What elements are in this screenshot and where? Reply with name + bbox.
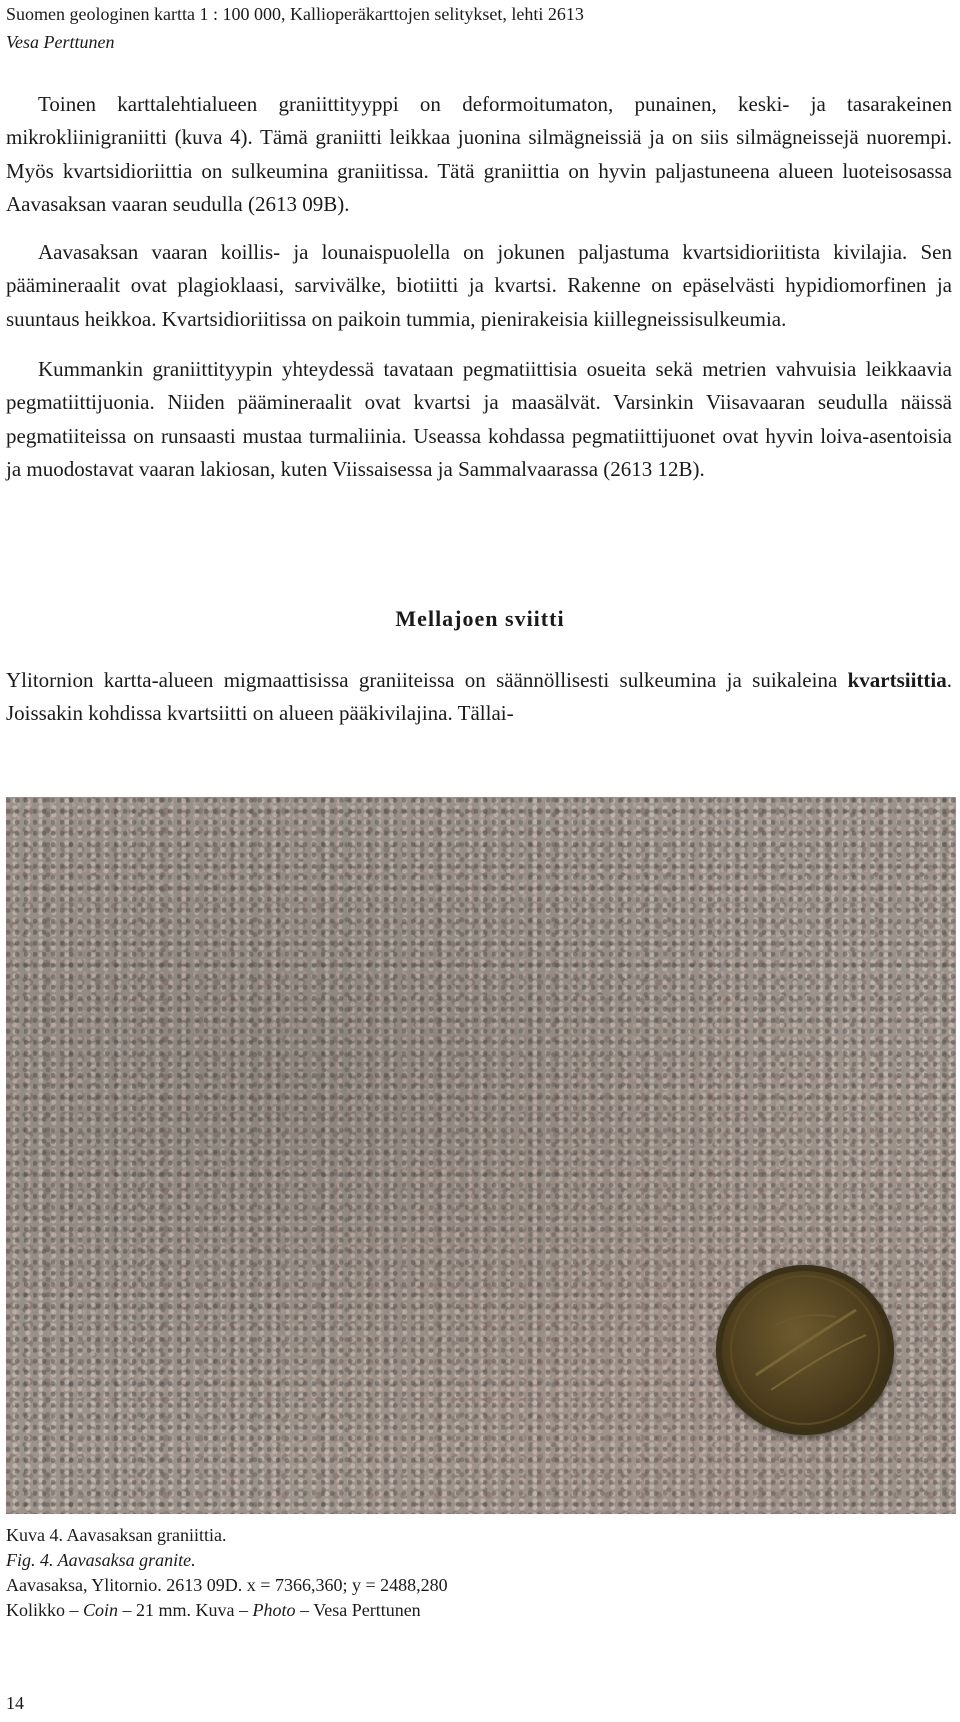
section-heading: Mellajoen sviitti — [395, 606, 565, 631]
caption-finnish: Kuva 4. Aavasaksan graniittia. — [6, 1525, 227, 1545]
page-number: 14 — [6, 1693, 24, 1713]
paragraph-quartzite-start: Ylitornion kartta-alueen migmaattisissa graniiteissa on säännöllisesti sulkeumina ja suikaleina — [6, 668, 848, 692]
paragraph-quartzite — [6, 664, 952, 731]
paragraph-quartzite-end: . Joissakin kohdissa kvartsiitti on alueen pääkivilajina. Tällai- — [6, 668, 952, 726]
caption-location: Aavasaksa, Ylitornio. 2613 09D. x = 7366,360; y = 2488,280 — [6, 1575, 448, 1595]
caption-credit — [6, 1598, 448, 1623]
paragraph-quartz-diorite: Aavasaksan vaaran koillis- ja lounaispuolella on jokunen paljastuma kvartsidioriitista kivilajia. Sen päämineraalit ovat plagioklaasi, sarvivälke, biotiitti ja kvartsi. Rakenne on epäselvästi hypidiomorfinen ja suuntaus heikkoa. Kvartsidioriitissa on paikoin tummia, pienirakeisia kiillegneissisulkeumia. — [6, 240, 952, 331]
credit-coin-en: Coin — [83, 1600, 119, 1620]
credit-part: – 21 mm. Kuva – — [118, 1600, 253, 1620]
granite-photo — [6, 797, 956, 1514]
series-title: Suomen geologinen kartta 1 : 100 000, Kallioperäkarttojen selitykset, lehti 2613 — [6, 4, 584, 24]
running-header — [6, 0, 584, 56]
paragraph-pegmatite: Kummankin graniittityypin yhteydessä tavataan pegmatiittisia osueita sekä metrien vahvuisia leikkaavia pegmatiittijuonia. Niiden päämineraalit ovat kvartsi ja maasälvät. Varsinkin Viisavaaran seudulla näissä pegmatiiteissa on runsaasti mustaa turmaliinia. Useassa kohdassa pegmatiittijuonet ovat hyvin loiva-asentoisia ja muodostavat vaaran lakiosan, kuten Viissaisessa ja Sammalvaarassa (2613 12B). — [6, 357, 952, 482]
credit-part: Kolikko – — [6, 1600, 84, 1620]
caption-english: Fig. 4. Aavasaksa granite. — [6, 1550, 196, 1570]
coin-relief-icon — [716, 1265, 894, 1435]
credit-photo-en: Photo — [252, 1600, 296, 1620]
coin-scale-image — [716, 1265, 894, 1435]
credit-part: – Vesa Perttunen — [295, 1600, 421, 1620]
author-name: Vesa Perttunen — [6, 32, 115, 52]
figure-caption — [6, 1523, 448, 1623]
paragraph-granite-type: Toinen karttalehtialueen graniittityyppi on deformoitumaton, punainen, keski- ja tasarakeinen mikrokliinigraniitti (kuva 4). Tämä graniitti leikkaa juonina silmägneissiä ja on siis silmägneissejä nuorempi. Myös kvartsidioriittia on sulkeumina graniitissa. Tätä graniittia on hyvin paljastuneena alueen luoteisosassa Aavasaksan vaaran seudulla (2613 09B). — [6, 92, 952, 217]
quartzite-term: kvartsiittia — [847, 668, 947, 692]
